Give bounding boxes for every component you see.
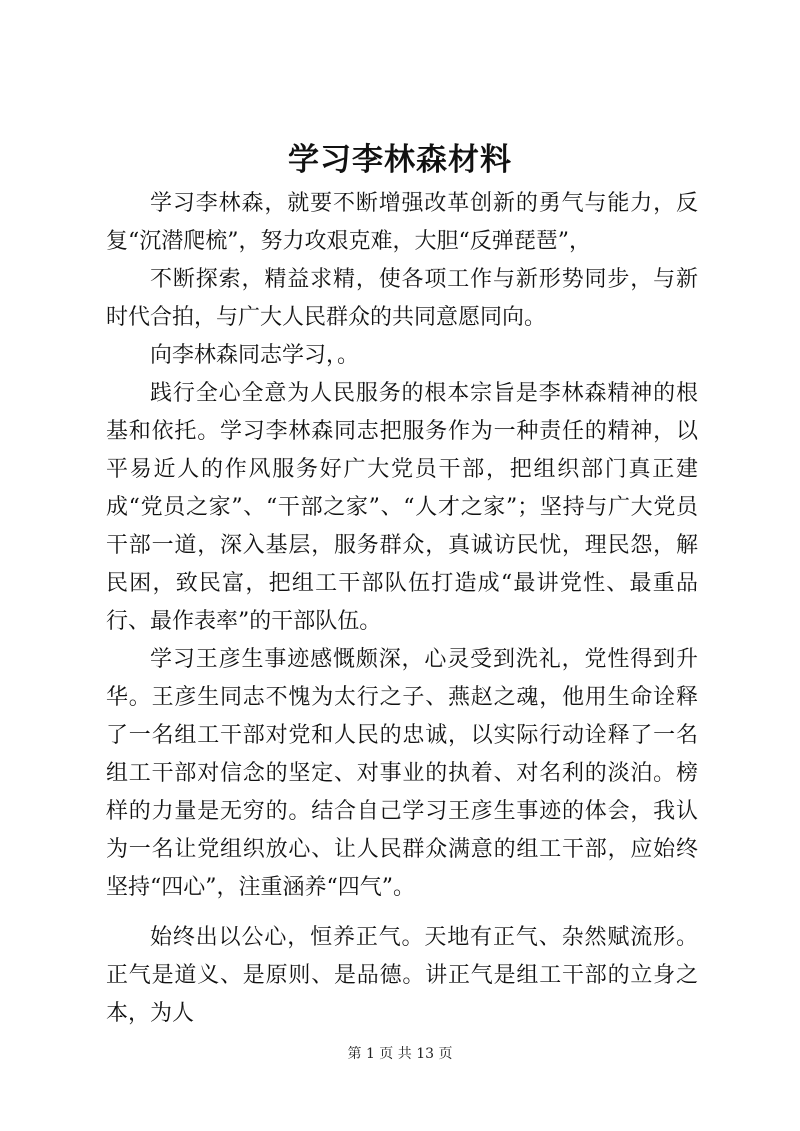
paragraph-3: 向李林森同志学习，。: [150, 343, 360, 368]
page-number-footer: 第 1 页 共 13 页: [347, 1046, 453, 1062]
paragraph-2: 不断探索，精益求精，使各项工作与新形势同步，与新时代合拍，与广大人民群众的共同意愿同向。: [106, 267, 698, 330]
document-body: [106, 185, 698, 1033]
paragraph-6: 始终出以公心，恒养正气。天地有正气、杂然赋流形。正气是道义、是原则、是品德。讲正气是组工干部的立身之本，为人: [106, 925, 698, 1026]
paragraph-1: 学习李林森，就要不断增强改革创新的勇气与能力，反复“沉潜爬梳”，努力攻艰克难，大胆“反弹琵琶”，: [106, 191, 698, 254]
document-title: 学习李林森材料: [288, 142, 512, 178]
paragraph-4: 践行全心全意为人民服务的根本宗旨是李林森精神的根基和依托。学习李林森同志把服务作为一种责任的精神，以平易近人的作风服务好广大党员干部，把组织部门真正建成“党员之家”、“干部之家”、“人才之家”；坚持与广大党员干部一道，深入基层，服务群众，真诚访民忧，理民怨，解民困，致民富，把组工干部队伍打造成“最讲党性、最重品行、最作表率”的干部队伍。: [106, 381, 698, 634]
paragraph-5: 学习王彦生事迹感慨颇深，心灵受到洗礼，党性得到升华。王彦生同志不愧为太行之子、燕赵之魂，他用生命诠释了一名组工干部对党和人民的忠诚，以实际行动诠释了一名组工干部对信念的坚定、对事业的执着、对名利的淡泊。榜样的力量是无穷的。结合自己学习王彦生事迹的体会，我认为一名让党组织放心、让人民群众满意的组工干部，应始终坚持“四心”，注重涵养“四气”。: [106, 647, 698, 900]
